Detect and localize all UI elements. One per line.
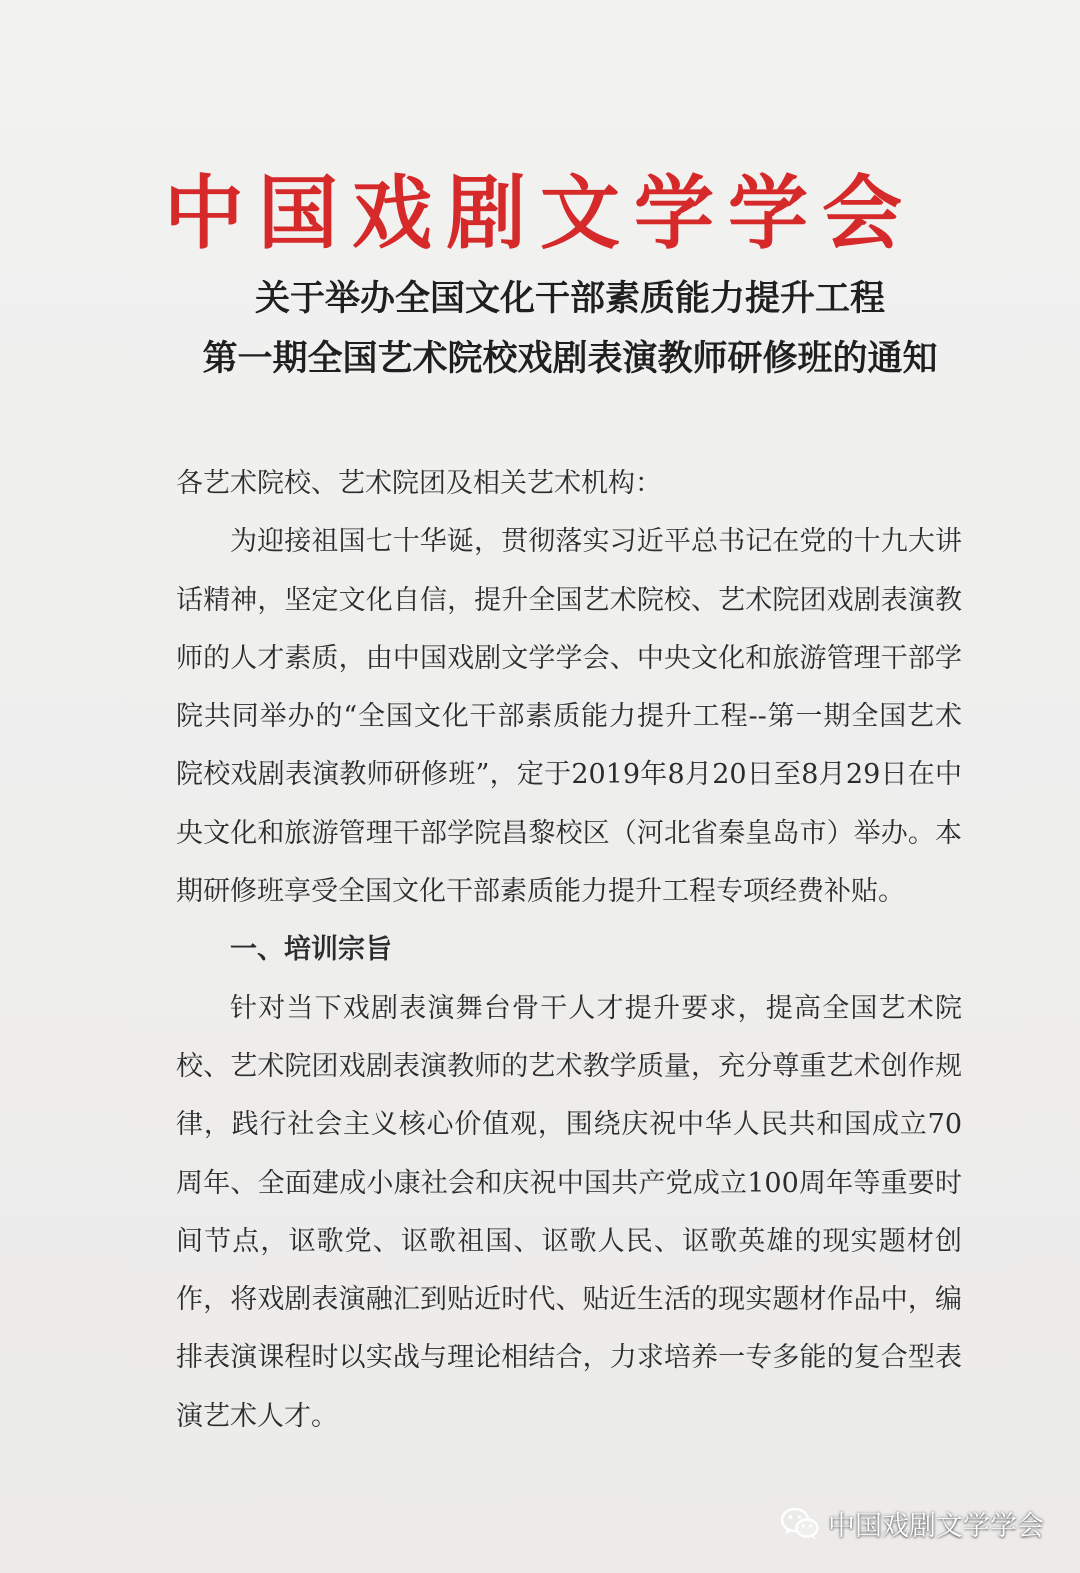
intro-paragraph: 为迎接祖国七十华诞，贯彻落实习近平总书记在党的十九大讲话精神，坚定文化自信，提升全国艺术院校、艺术院团戏剧表演教师的人才素质，由中国戏剧文学学会、中央文化和旅游管理干部学院共同举办的“全国文化干部素质能力提升工程--第一期全国艺术院校戏剧表演教师研修班”，定于2019年8月20日至8月29日在中央文化和旅游管理干部学院昌黎校区（河北省秦皇岛市）举办。本期研修班享受全国文化干部素质能力提升工程专项经费补贴。 [176,526,962,908]
salutation: 各艺术院校、艺术院团及相关艺术机构： [176,468,662,499]
wechat-icon [780,1507,820,1541]
organization-letterhead: 中国戏剧文学学会 [164,167,916,260]
wechat-watermark [780,1504,1044,1543]
notice-title-line-2: 第一期全国艺术院校戏剧表演教师研修班的通知 [202,339,938,379]
watermark-account-name: 中国戏剧文学学会 [828,1511,1044,1542]
purpose-paragraph: 针对当下戏剧表演舞台骨干人才提升要求，提高全国艺术院校、艺术院团戏剧表演教师的艺术教学质量，充分尊重艺术创作规律，践行社会主义核心价值观，围绕庆祝中华人民共和国成立70周年、全面建成小康社会和庆祝中国共产党成立100周年等重要时间节点，讴歌党、讴歌祖国、讴歌人民、讴歌英雄的现实题材创作，将戏剧表演融汇到贴近时代、贴近生活的现实题材作品中，编排表演课程时以实战与理论相结合，力求培养一专多能的复合型表演艺术人才。 [176,992,962,1432]
section-heading-purpose: 一、培训宗旨 [230,934,392,966]
notice-title-line-1: 关于举办全国文化干部素质能力提升工程 [254,279,885,319]
notice-body [176,455,962,1446]
